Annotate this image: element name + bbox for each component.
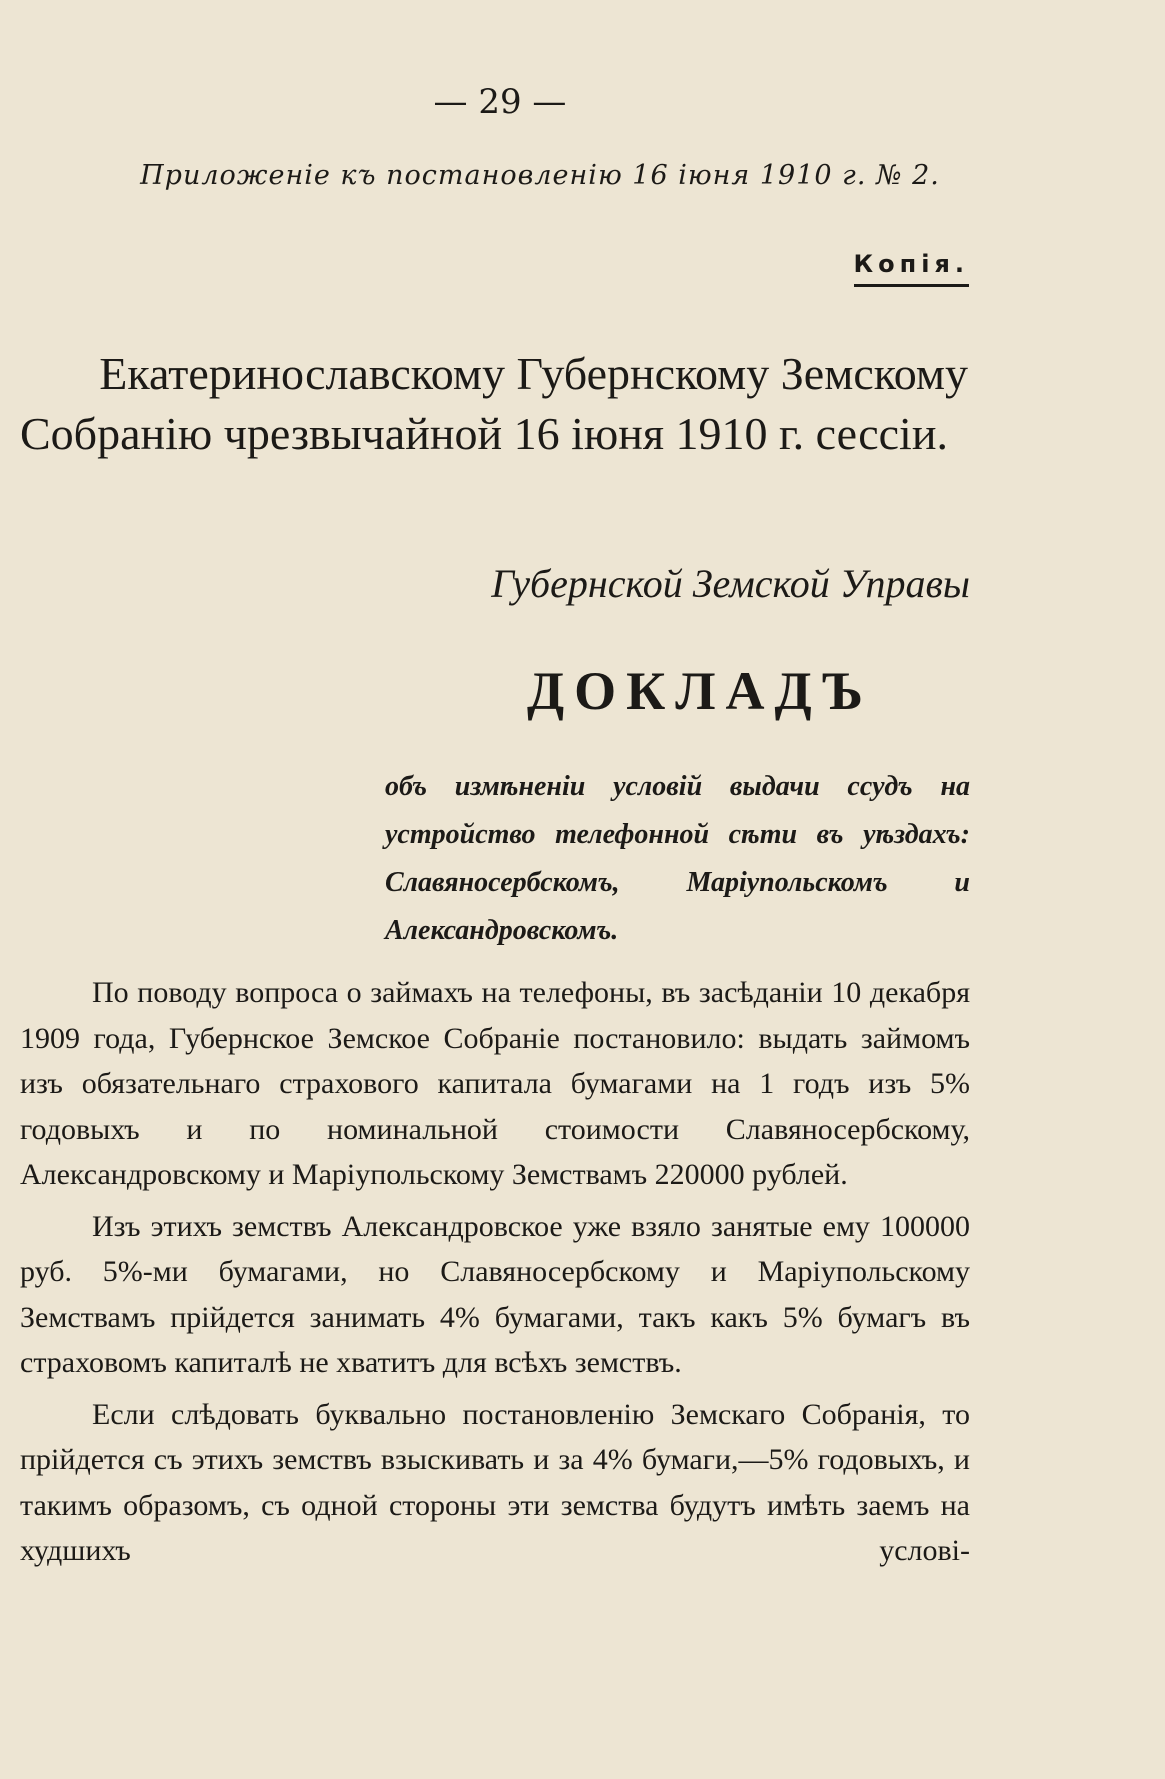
report-title: ДОКЛАДЪ xyxy=(526,661,873,721)
addressee-line-1: Екатеринославскому Губернскому Земскому xyxy=(99,348,968,399)
body-text xyxy=(20,970,970,1580)
paragraph: По поводу вопроса о займахъ на телефоны, въ засѣданiи 10 декабря 1909 года, Губернское Земское Собранiе постановило: выдать займомъ изъ обязательнаго страхового капитала бумагами на 1 годъ изъ 5% годовыхъ и по номинальной стоимости Славяносербскому, Александровскому и Марiупольскому Земствамъ 220000 рублей. xyxy=(20,976,970,1191)
office-heading: Губернской Земской Управы xyxy=(491,561,970,606)
addressee-line-2: Собранiю чрезвычайной 16 iюня 1910 г. сессiи. xyxy=(20,408,948,459)
page-number: — 29 — xyxy=(433,82,567,122)
paragraph: Изъ этихъ земствъ Александровское уже взяло занятые ему 100000 руб. 5%-ми бумагами, но Славяносербскому и Марiупольскому Земствамъ прiйдется занимать 4% бумагами, такъ какъ 5% бумагъ въ страховомъ капиталѣ не хватитъ для всѣхъ земствъ. xyxy=(20,1209,970,1379)
paragraph: Если слѣдовать буквально постановленiю Земскаго Собранiя, то прiйдется съ этихъ земствъ взыскивать и за 4% бумаги,—5% годовыхъ, и такимъ образомъ, съ одной стороны эти земства будутъ имѣть заемъ на худшихъ условi- xyxy=(20,1397,970,1567)
appendix-note: Приложенiе къ постановленiю 16 iюня 1910 г. № 2. xyxy=(140,160,940,191)
report-subject: объ измѣненiи условiй выдачи ссудъ на устройство телефонной сѣти въ уѣздахъ: Славяносербскомъ, Марiупольскомъ и Александровскомъ. xyxy=(385,771,970,946)
addressee-heading xyxy=(20,344,968,464)
copy-mark: Копiя. xyxy=(854,250,969,287)
